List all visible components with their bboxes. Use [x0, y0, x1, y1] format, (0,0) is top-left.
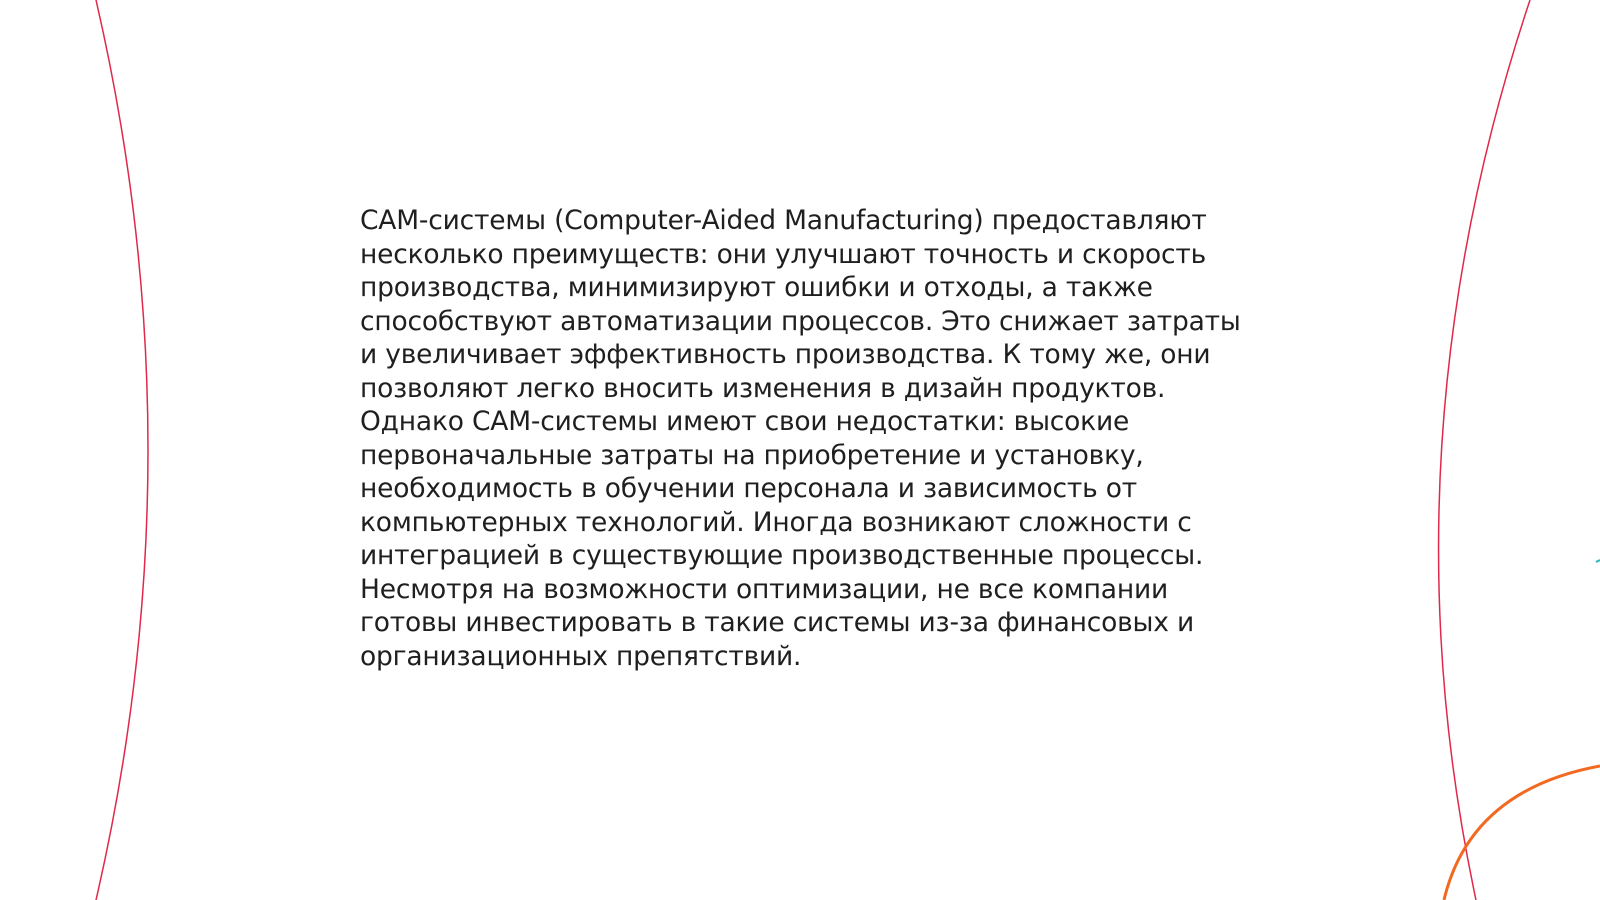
right-curve-line — [1439, 0, 1530, 900]
text-line: организационных препятствий. — [360, 640, 802, 672]
text-line: компьютерных технологий. Иногда возникают сложности с — [360, 506, 1192, 538]
text-line: Однако CAM-системы имеют свои недостатки: высокие — [360, 406, 1130, 437]
text-line: готовы инвестировать в такие системы из-за финансовых и — [360, 607, 1194, 638]
text-line: Несмотря на возможности оптимизации, не все компании — [360, 573, 1168, 605]
text-line: производства, минимизируют ошибки и отходы, а также — [360, 272, 1153, 303]
text-line: интеграцией в существующие производственные процессы. — [360, 540, 1204, 571]
text-line: первоначальные затраты на приобретение и установку, — [360, 439, 1144, 471]
text-line: и увеличивает эффективность производства. К тому же, они — [360, 339, 1211, 370]
left-curve-line — [96, 0, 148, 900]
text-line: позволяют легко вносить изменения в дизайн продуктов. — [360, 372, 1166, 404]
body-text — [360, 204, 1240, 673]
text-line: CAM-системы (Computer-Aided Manufacturing) предоставляют — [360, 205, 1207, 236]
text-line: способствуют автоматизации процессов. Это снижает затраты — [360, 305, 1241, 337]
text-line: необходимость в обучении персонала и зависимость от — [360, 473, 1138, 504]
teal-mark — [1596, 560, 1600, 562]
orange-arc-line — [1444, 766, 1600, 900]
text-line: несколько преимуществ: они улучшают точность и скорость — [360, 238, 1206, 270]
